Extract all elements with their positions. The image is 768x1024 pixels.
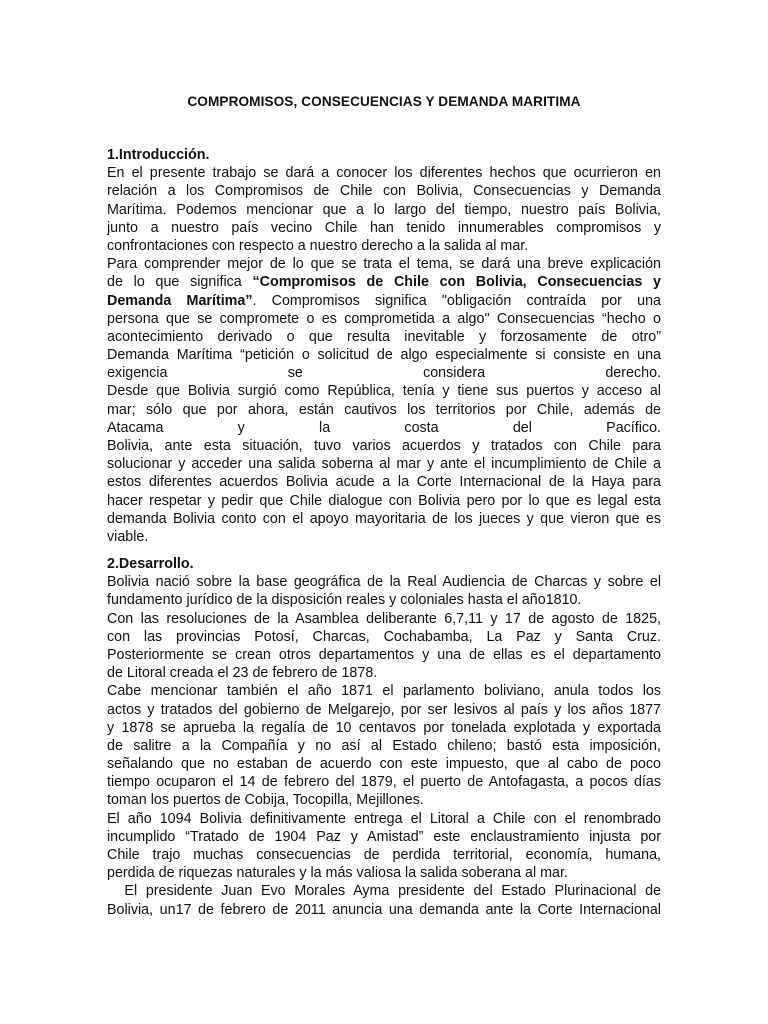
section-introduccion (107, 146, 661, 546)
paragraph-line: exigencia se considera derecho. (107, 365, 661, 382)
paragraph-line (107, 273, 661, 291)
paragraph-line: Atacama y la costa del Pacífico. (107, 419, 661, 436)
paragraph-line: señalando que no estaban de acuerdo con este impuesto, que al cabo de poco (107, 756, 661, 773)
paragraph-line: toman los puertos de Cobija, Tocopilla, Mejillones. (107, 792, 424, 809)
paragraph-line: perdida de riquezas naturales y la más valiosa la salida soberana al mar. (107, 865, 568, 882)
bold-text: “Compromisos de Chile con Bolivia, Consecuencias y (252, 274, 661, 291)
paragraph-line: Cabe mencionar también el año 1871 el parlamento boliviano, anula todos los (107, 683, 661, 700)
paragraph-line: Para comprender mejor de lo que se trata el tema, se dará una breve explicación (107, 256, 661, 273)
paragraph-line: y 1878 se aprueba la regalía de 10 centavos por tonelada explotada y exportada (107, 719, 661, 736)
paragraph-line (107, 292, 661, 310)
paragraph-line: demanda Bolivia conto con el apoyo mayoritaria de los jueces y que vieron que es (107, 510, 661, 527)
paragraph-line: Desde que Bolivia surgió como República, tenía y tiene sus puertos y acceso al (107, 383, 661, 400)
paragraph-line: persona que se compromete o es comprometida a algo" Consecuencias “hecho o (107, 310, 661, 327)
section-heading: 1.Introducción. (107, 147, 210, 163)
paragraph-line: Bolivia nació sobre la base geográfica de la Real Audiencia de Charcas y sobre el (107, 574, 661, 591)
paragraph-line: Posteriormente se crean otros departamentos y una de ellas es el departamento (107, 646, 661, 663)
paragraph-line: Bolivia, ante esta situación, tuvo varios acuerdos y tratados con Chile para (107, 438, 661, 454)
paragraph-line: Demanda Marítima “petición o solicitud de algo especialmente si consiste en una (107, 347, 661, 364)
paragraph-line: hacer respetar y pedir que Chile dialogue con Bolivia pero por lo que es legal esta (107, 492, 661, 509)
paragraph-line: junto a nuestro país vecino Chile han tenido innumerables compromisos y (107, 219, 661, 236)
paragraph-line: Marítima. Podemos mencionar que a lo largo del tiempo, nuestro país Bolivia, (107, 201, 661, 218)
paragraph-line: tiempo ocuparon el 14 de febrero del 1879, el puerto de Antofagasta, a pocos días (107, 774, 661, 791)
bold-text: Demanda Marítima” (107, 292, 253, 309)
paragraph-line: Con las resoluciones de la Asamblea deliberante 6,7,11 y 17 de agosto de 1825, (107, 610, 661, 627)
paragraph-line: confrontaciones con respecto a nuestro derecho a la salida al mar. (107, 237, 529, 254)
paragraph-line: Chile trajo muchas consecuencias de perdida territorial, economía, humana, (107, 847, 661, 863)
paragraph-line: El presidente Juan Evo Morales Ayma presidente del Estado Plurinacional de (107, 883, 661, 900)
plain-text: de lo que significa (107, 274, 242, 291)
paragraph-line: En el presente trabajo se dará a conocer los diferentes hechos que ocurrieron en (107, 165, 661, 182)
paragraph-line: incumplido “Tratado de 1904 Paz y Amistad” este enclaustramiento injusta por (107, 828, 661, 845)
paragraph-line: El año 1094 Bolivia definitivamente entrega el Litoral a Chile con el renombrado (107, 810, 661, 827)
section-heading: 2.Desarrollo. (107, 556, 194, 572)
paragraph-line: relación a los Compromisos de Chile con Bolivia, Consecuencias y Demanda (107, 183, 661, 200)
paragraph-line: viable. (107, 528, 149, 545)
paragraph-line: fundamento jurídico de la disposición reales y coloniales hasta el año1810. (107, 592, 582, 609)
paragraph-line: actos y tratados del gobierno de Melgarejo, por ser lesivos al país y los años 1877 (107, 701, 661, 718)
paragraph-line: mar; sólo que por ahora, están cautivos los territorios por Chile, además de (107, 401, 661, 418)
plain-text: . Compromisos significa "obligación contraída por una (252, 292, 661, 309)
paragraph-line: Bolivia, un17 de febrero de 2011 anuncia una demanda ante la Corte Internacional (107, 901, 661, 918)
paragraph-line: solucionar y acceder una salida soberna al mar y ante el incumplimiento de Chile a (107, 456, 661, 473)
paragraph-line: de Litoral creada el 23 de febrero de 1878. (107, 665, 378, 682)
paragraph-line: estos diferentes acuerdos Bolivia acude a la Corte Internacional de la Haya para (107, 474, 661, 491)
paragraph-line: con las provincias Potosí, Charcas, Cochabamba, La Paz y Santa Cruz. (107, 628, 661, 645)
paragraph-line: de salitre a la Compañía y no así al Estado chileno; bastó esta imposición, (107, 737, 661, 754)
paragraph-line: acontecimiento derivado o que resulta inevitable y forzosamente de otro” (107, 328, 661, 345)
section-desarrollo (107, 555, 661, 919)
document-title: COMPROMISOS, CONSECUENCIAS Y DEMANDA MARITIMA (187, 94, 581, 109)
